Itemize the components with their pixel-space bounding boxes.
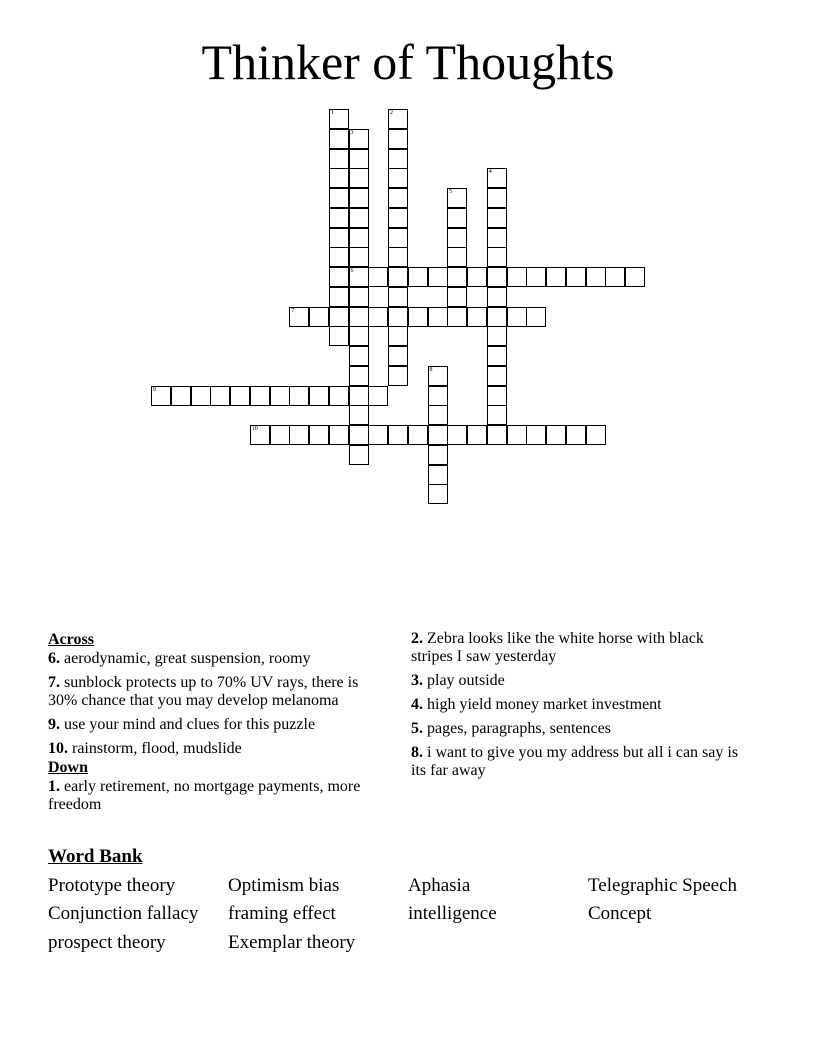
crossword-cell[interactable] [151,386,171,406]
word-bank-item: Optimism bias [228,875,340,896]
crossword-cell[interactable] [349,188,369,208]
word-bank-item: intelligence [408,903,497,924]
crossword-cell[interactable] [210,386,230,406]
crossword-cell[interactable] [487,386,507,406]
crossword-cell[interactable] [349,208,369,228]
crossword-cell[interactable] [349,425,369,445]
crossword-cell[interactable] [566,425,586,445]
crossword-cell[interactable] [289,425,309,445]
crossword-cell[interactable] [230,386,250,406]
crossword-cell[interactable] [349,346,369,366]
crossword-cell[interactable] [388,425,408,445]
crossword-cell[interactable] [428,445,448,465]
crossword-cell[interactable] [625,267,645,287]
crossword-cell[interactable] [428,307,448,327]
crossword-cell[interactable] [546,425,566,445]
crossword-cell[interactable] [408,307,428,327]
crossword-cell[interactable] [388,287,408,307]
clue-number: 5 [449,189,453,195]
crossword-cell[interactable] [428,267,448,287]
crossword-cell[interactable] [487,307,507,327]
crossword-cell[interactable] [428,465,448,485]
crossword-cell[interactable] [368,267,388,287]
crossword-cell[interactable] [349,247,369,267]
clue-across-9: 9. use your mind and clues for this puzzle [48,716,316,733]
crossword-cell[interactable] [289,386,309,406]
crossword-cell[interactable] [349,267,369,287]
crossword-cell[interactable] [388,307,408,327]
clue-down-2: 2. Zebra looks like the white horse with black stripes I saw yesterday [411,630,704,665]
crossword-cell[interactable] [368,425,388,445]
crossword-cell[interactable] [487,346,507,366]
crossword-cell[interactable] [349,366,369,386]
clue-number: 3 [350,129,354,136]
clue-number: 2 [390,110,393,116]
word-bank-item: framing effect [228,903,336,924]
clue-down-4: 4. high yield money market investment [411,696,662,713]
crossword-cell[interactable] [329,129,349,149]
crossword-cell[interactable] [546,267,566,287]
crossword-cell[interactable] [388,228,408,248]
crossword-cell[interactable] [487,287,507,307]
word-bank-item: prospect theory [48,932,166,953]
crossword-cell[interactable] [507,307,527,327]
crossword-cell[interactable] [487,267,507,287]
clues-left-column [48,630,383,820]
crossword-cell[interactable] [349,228,369,248]
crossword-cell[interactable] [191,386,211,406]
crossword-cell[interactable] [447,188,467,208]
crossword-cell[interactable] [507,425,527,445]
crossword-cell[interactable] [349,445,369,465]
clue-number: 8 [429,366,433,373]
word-bank-header: Word Bank [48,846,143,867]
crossword-cell[interactable] [487,188,507,208]
crossword-cell[interactable] [428,484,448,504]
crossword-cell[interactable] [329,109,349,129]
crossword-cell[interactable] [329,307,349,327]
crossword-cell[interactable] [428,366,448,386]
crossword-cell[interactable] [349,168,369,188]
crossword-cell[interactable] [329,228,349,248]
crossword-cell[interactable] [388,129,408,149]
crossword-cell[interactable] [349,129,369,149]
crossword-cell[interactable] [467,267,487,287]
crossword-cell[interactable] [349,326,369,346]
clue-number: 4 [488,169,492,176]
crossword-cell[interactable] [447,425,467,445]
crossword-cell[interactable] [447,228,467,248]
across-header: Across [48,631,94,648]
crossword-cell[interactable] [408,425,428,445]
crossword-cell[interactable] [309,425,329,445]
word-bank-item: Conjunction fallacy [48,903,199,924]
crossword-cell[interactable] [388,149,408,169]
crossword-cell[interactable] [507,267,527,287]
crossword-cell[interactable] [487,366,507,386]
crossword-cell[interactable] [526,425,546,445]
crossword-grid [0,0,816,520]
crossword-cell[interactable] [329,386,349,406]
crossword-cell[interactable] [289,307,309,327]
crossword-cell[interactable] [368,307,388,327]
crossword-cell[interactable] [388,326,408,346]
clue-across-7: 7. sunblock protects up to 70% UV rays, there is 30% chance that you may develop melanoma [48,674,359,709]
crossword-cell[interactable] [349,307,369,327]
clue-number: 10 [251,426,258,432]
crossword-cell[interactable] [428,386,448,406]
crossword-cell[interactable] [270,386,290,406]
crossword-cell[interactable] [368,386,388,406]
word-bank-item: Exemplar theory [228,932,356,953]
crossword-cell[interactable] [388,188,408,208]
crossword-cell[interactable] [586,267,606,287]
crossword-cell[interactable] [349,386,369,406]
crossword-cell[interactable] [388,168,408,188]
crossword-cell[interactable] [250,386,270,406]
clue-down-3: 3. play outside [411,672,505,689]
crossword-cell[interactable] [349,405,369,425]
crossword-cell[interactable] [487,326,507,346]
puzzle-title: Thinker of Thoughts [201,34,615,90]
crossword-cell[interactable] [388,267,408,287]
clue-number: 6 [350,268,354,274]
word-bank-item: Prototype theory [48,875,176,896]
crossword-cell[interactable] [329,149,349,169]
crossword-cell[interactable] [309,307,329,327]
crossword-cell[interactable] [329,188,349,208]
word-bank-item: Concept [588,903,652,924]
down-header: Down [48,759,89,776]
crossword-cell[interactable] [526,307,546,327]
crossword-cell[interactable] [388,109,408,129]
crossword-cell[interactable] [329,287,349,307]
crossword-cell[interactable] [171,386,191,406]
crossword-cell[interactable] [329,326,349,346]
crossword-cell[interactable] [428,405,448,425]
word-bank-item: Telegraphic Speech [588,875,738,896]
crossword-cell[interactable] [388,366,408,386]
crossword-cell[interactable] [250,425,270,445]
clues-right-column [411,630,746,786]
crossword-cell[interactable] [329,208,349,228]
crossword-cell[interactable] [349,149,369,169]
crossword-cell[interactable] [487,247,507,267]
crossword-cell[interactable] [467,307,487,327]
crossword-cell[interactable] [487,228,507,248]
crossword-cell[interactable] [329,168,349,188]
crossword-cell[interactable] [329,267,349,287]
crossword-cell[interactable] [428,425,448,445]
crossword-cell[interactable] [487,405,507,425]
crossword-cell[interactable] [408,267,428,287]
crossword-cell[interactable] [467,425,487,445]
crossword-cell[interactable] [388,247,408,267]
clue-number: 9 [153,386,156,393]
clue-down-8: 8. i want to give you my address but all i can say is its far away [411,744,739,779]
crossword-cell[interactable] [349,287,369,307]
clue-number: 1 [330,110,334,116]
crossword-cell[interactable] [447,307,467,327]
crossword-cell[interactable] [309,386,329,406]
crossword-cell[interactable] [447,208,467,228]
crossword-cell[interactable] [487,168,507,188]
crossword-cell[interactable] [388,208,408,228]
crossword-cell[interactable] [329,425,349,445]
crossword-cell[interactable] [487,425,507,445]
crossword-cell[interactable] [487,208,507,228]
clue-down-1: 1. early retirement, no mortgage payments, more freedom [48,778,361,813]
crossword-cell[interactable] [447,287,467,307]
crossword-cell[interactable] [586,425,606,445]
crossword-cell[interactable] [388,346,408,366]
clue-down-5: 5. pages, paragraphs, sentences [411,720,611,737]
clue-across-10: 10. rainstorm, flood, mudslide [48,740,242,757]
crossword-cell[interactable] [329,247,349,267]
clue-number: 7 [291,307,295,314]
crossword-cell[interactable] [566,267,586,287]
crossword-cell[interactable] [605,267,625,287]
clue-across-6: 6. aerodynamic, great suspension, roomy [48,650,311,667]
crossword-cell[interactable] [270,425,290,445]
crossword-cell[interactable] [447,267,467,287]
crossword-cell[interactable] [447,247,467,267]
crossword-cell[interactable] [526,267,546,287]
word-bank-item: Aphasia [408,875,471,896]
